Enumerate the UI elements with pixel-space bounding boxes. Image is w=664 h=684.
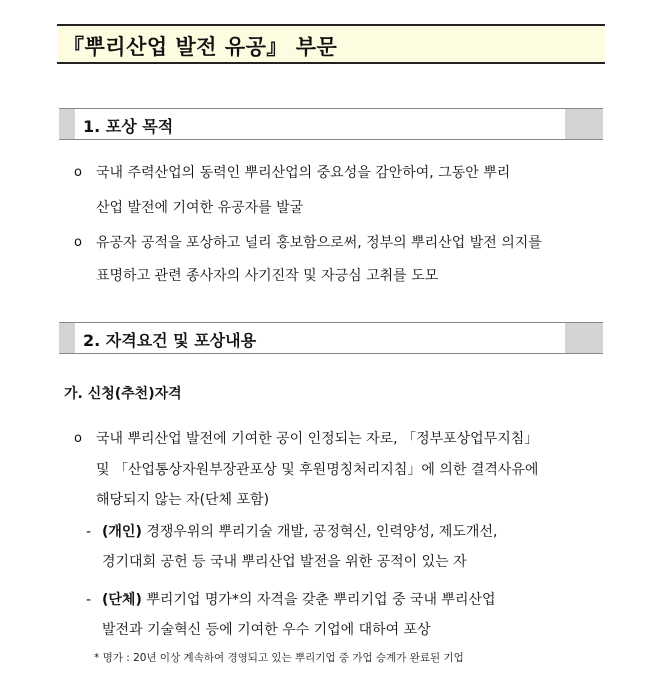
purpose-item1-line1: 국내 주력산업의 동력인 뿌리산업의 중요성을 감안하여, 그동안 뿌리	[96, 165, 511, 181]
title-banner	[57, 24, 605, 64]
individual-label: (개인)	[102, 524, 142, 540]
section-title: 2. 자격요건 및 포상내용	[83, 331, 257, 350]
bullet-symbol: ο	[74, 235, 82, 250]
section-title: 1. 포상 목적	[83, 117, 174, 136]
individual-line1	[102, 523, 497, 541]
section-shade-left	[59, 323, 75, 353]
section-shade-left	[59, 109, 75, 139]
footnote: * 명가 : 20년 이상 계속하여 경영되고 있는 뿌리기업 중 가업 승계가 완료된 기업	[94, 652, 464, 664]
group-line1	[102, 591, 496, 609]
eligibility-line2: 및 「산업통상자원부장관포상 및 후원명칭처리지침」에 의한 결격사유에	[96, 462, 539, 478]
group-label: (단체)	[102, 592, 142, 608]
page-title: 『뿌리산업 발전 유공』 부문	[63, 35, 338, 59]
dash-bullet: -	[86, 524, 92, 540]
bullet-symbol: ο	[74, 431, 82, 446]
dash-bullet: -	[86, 592, 92, 608]
eligibility-line1: 국내 뿌리산업 발전에 기여한 공이 인정되는 자로, 「정부포상업무지침」	[96, 431, 539, 447]
section-shade-right	[565, 109, 603, 139]
purpose-item2-line1: 유공자 공적을 포상하고 널리 홍보함으로써, 정부의 뿌리산업 발전 의지를	[96, 235, 542, 251]
individual-line2: 경기대회 공헌 등 국내 뿌리산업 발전을 위한 공적이 있는 자	[102, 554, 467, 570]
subheading-eligibility: 가. 신청(추천)자격	[64, 386, 182, 402]
section-heading-qualification	[59, 322, 603, 354]
group-line2: 발전과 기술혁신 등에 기여한 우수 기업에 대하여 포상	[102, 622, 431, 638]
individual-text: 경쟁우위의 뿌리기술 개발, 공정혁신, 인력양성, 제도개선,	[146, 524, 498, 540]
purpose-item1-line2: 산업 발전에 기여한 유공자를 발굴	[96, 200, 304, 216]
bullet-symbol: ο	[74, 165, 82, 180]
group-text: 뿌리기업 명가*의 자격을 갖춘 뿌리기업 중 국내 뿌리산업	[146, 592, 496, 608]
section-heading-purpose	[59, 108, 603, 140]
purpose-item2-line2: 표명하고 관련 종사자의 사기진작 및 자긍심 고취를 도모	[96, 268, 439, 284]
eligibility-line3: 해당되지 않는 자(단체 포함)	[96, 492, 270, 508]
section-shade-right	[565, 323, 603, 353]
